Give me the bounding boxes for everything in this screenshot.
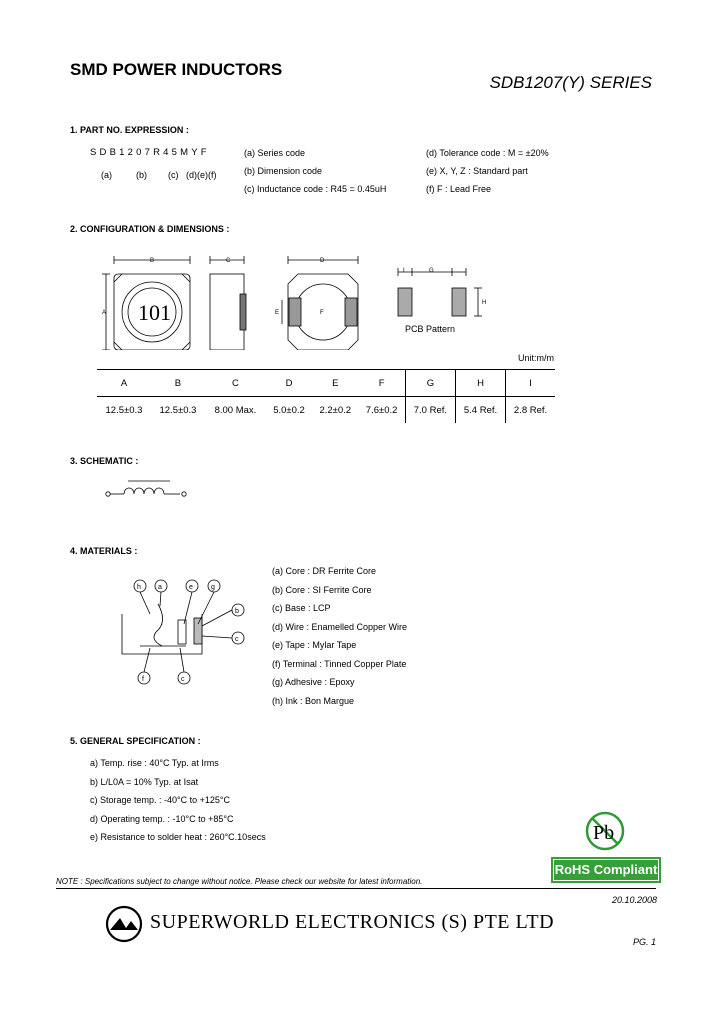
callout-h: h [137, 584, 141, 591]
pb-symbol: Pb [593, 822, 615, 844]
dim-label-d: D [320, 258, 325, 264]
val-c: 8.00 Max. [214, 404, 257, 416]
callout-g: g [211, 584, 215, 591]
footer-divider [56, 888, 656, 889]
desc-a: (a) Series code [244, 148, 306, 158]
val-a: 12.5±0.3 [105, 404, 143, 416]
val-g: 7.0 Ref. [405, 397, 455, 424]
part-code: SDB1207R45MYF [90, 147, 210, 158]
lead-free-icon [580, 808, 630, 854]
material-item: (a) Core : DR Ferrite Core [272, 566, 377, 576]
dim-label-f: F [320, 310, 324, 316]
dimension-table [97, 369, 555, 423]
material-item: (g) Adhesive : Epoxy [272, 677, 355, 687]
materials-cross-section [110, 574, 260, 692]
col-i: I [506, 370, 555, 397]
section-materials-heading: 4. MATERIALS : [70, 546, 138, 556]
side-view-drawing [210, 256, 246, 350]
col-f: F [358, 370, 405, 397]
val-d: 5.0±0.2 [273, 404, 305, 416]
spec-item: c) Storage temp. : -40°C to +125°C [90, 795, 231, 805]
col-e: E [312, 370, 358, 397]
col-a: A [97, 370, 151, 397]
dim-label-a-side: A [102, 310, 107, 316]
rohs-compliant-badge [551, 857, 661, 883]
inductor-marking: 101 [138, 300, 171, 325]
section-schematic-heading: 3. SCHEMATIC : [70, 456, 139, 466]
dimension-table-values [97, 397, 555, 424]
code-label-b: (b) [136, 170, 147, 180]
dim-label-e: E [275, 310, 280, 316]
col-b: B [151, 370, 205, 397]
spec-item: a) Temp. rise : 40°C Typ. at Irms [90, 758, 219, 768]
val-b: 12.5±0.3 [159, 404, 197, 416]
company-logo-icon [104, 904, 144, 944]
material-item: (c) Base : LCP [272, 603, 331, 613]
unit-label: Unit:m/m [518, 353, 554, 363]
rohs-badge-label: RoHS Compliant [553, 859, 659, 881]
val-e: 2.2±0.2 [319, 404, 352, 416]
schematic-coil-symbol [100, 474, 200, 510]
val-i: 2.8 Ref. [506, 397, 555, 424]
callout-b: b [235, 608, 239, 615]
material-item: (b) Core : SI Ferrite Core [272, 584, 372, 595]
desc-b: (b) Dimension code [244, 166, 323, 176]
callout-c-right: c [235, 636, 239, 643]
series-title: SDB1207(Y) SERIES [489, 73, 652, 92]
section-config-heading: 2. CONFIGURATION & DIMENSIONS : [70, 224, 230, 234]
section-general-heading: 5. GENERAL SPECIFICATION : [70, 736, 201, 746]
code-label-a: (a) [101, 170, 112, 180]
material-item: (h) Ink : Bon Margue [272, 695, 355, 706]
code-label-c: (c) [168, 170, 179, 180]
callout-c-bottom: c [181, 676, 185, 683]
footer-note: NOTE : Specifications subject to change without notice. Please check our website for latest information. [56, 877, 423, 886]
val-h: 5.4 Ref. [455, 397, 505, 424]
materials-list [272, 562, 407, 710]
company-name: SUPERWORLD ELECTRONICS (S) PTE LTD [150, 911, 555, 933]
dim-label-a: B [150, 258, 155, 264]
general-spec-list [90, 754, 266, 847]
pcb-pattern-caption: PCB Pattern [405, 324, 456, 334]
col-d: D [266, 370, 312, 397]
material-item: (d) Wire : Enamelled Copper Wire [272, 621, 408, 632]
dim-label-c: C [226, 258, 231, 264]
callout-a: a [158, 584, 162, 591]
dim-label-g: G [429, 268, 434, 274]
spec-item: e) Resistance to solder heat : 260°C.10secs [90, 832, 266, 842]
dim-label-i: I [403, 268, 405, 274]
col-h: H [455, 370, 505, 397]
callout-e: e [189, 584, 193, 591]
spec-item: b) L/L0A = 10% Typ. at Isat [90, 776, 199, 787]
dimension-table-header [97, 370, 555, 397]
desc-f: (f) F : Lead Free [426, 184, 492, 194]
dimension-drawings [92, 250, 502, 350]
bottom-view-drawing [282, 256, 358, 350]
desc-d: (d) Tolerance code : M = ±20% [426, 148, 549, 158]
page-number: PG. 1 [632, 937, 656, 947]
dim-label-h: H [482, 300, 487, 306]
code-label-def: (d)(e)(f) [186, 170, 217, 180]
material-item: (e) Tape : Mylar Tape [272, 640, 357, 650]
val-f: 7.6±0.2 [365, 404, 398, 416]
col-c: C [205, 370, 266, 397]
spec-item: d) Operating temp. : -10°C to +85°C [90, 813, 234, 824]
desc-e: (e) X, Y, Z : Standard part [426, 166, 528, 176]
desc-c: (c) Inductance code : R45 = 0.45uH [244, 184, 387, 194]
callout-f: f [142, 676, 144, 683]
material-item: (f) Terminal : Tinned Copper Plate [272, 658, 407, 669]
pcb-pattern-drawing [398, 268, 482, 316]
footer-date: 20.10.2008 [611, 895, 657, 905]
document-title: SMD POWER INDUCTORS [70, 60, 283, 79]
section-part-no-heading: 1. PART NO. EXPRESSION : [70, 125, 189, 135]
col-g: G [405, 370, 455, 397]
